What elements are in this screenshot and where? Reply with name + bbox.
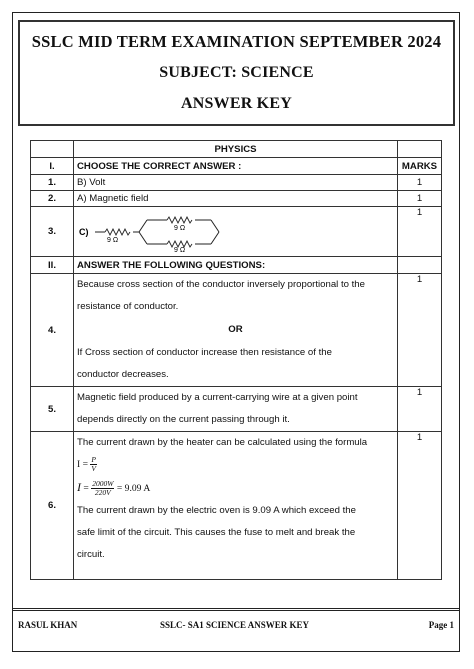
part-number: I. — [31, 158, 74, 175]
answer-line: conductor decreases. — [77, 369, 169, 380]
answer-text: B) Volt — [74, 175, 398, 191]
footer-title: SSLC- SA1 SCIENCE ANSWER KEY — [160, 620, 310, 630]
marks-value: 1 — [398, 432, 442, 580]
question-number: 3. — [31, 207, 74, 257]
resistor-label: 9 Ω — [107, 236, 119, 244]
subject-title: SUBJECT: SCIENCE — [159, 64, 314, 81]
answer-text — [74, 432, 398, 580]
marks-value: 1 — [398, 387, 442, 432]
question-number: 2. — [31, 191, 74, 207]
answer-table — [30, 140, 442, 580]
resistor-label: 9 Ω — [174, 246, 186, 252]
title-box — [18, 20, 455, 126]
answer-text — [74, 274, 398, 387]
resistor-label: 9 Ω — [174, 224, 186, 232]
option-label: C) — [79, 226, 89, 237]
marks-value: 1 — [398, 207, 442, 257]
or-separator: OR — [228, 324, 243, 335]
section-title: PHYSICS — [74, 141, 398, 158]
answer-line: The current drawn by the heater can be calculated using the formula — [77, 437, 368, 448]
resistor-top-icon — [167, 217, 192, 223]
marks-value: 1 — [398, 274, 442, 387]
part-number: II. — [31, 257, 74, 274]
formula: I = $\frac{P}{V}$ — [77, 455, 97, 474]
answer-line: Because cross section of the conductor inversely proportional to the — [77, 279, 365, 290]
question-number: 4. — [31, 274, 74, 387]
answer-key-title: ANSWER KEY — [181, 95, 292, 112]
footer-author: RASUL KHAN — [18, 620, 78, 630]
part-title: CHOOSE THE CORRECT ANSWER : — [74, 158, 398, 175]
answer-line: circuit. — [77, 549, 105, 560]
footer-divider — [12, 608, 460, 611]
question-number: 5. — [31, 387, 74, 432]
answer-text — [74, 387, 398, 432]
part-title: ANSWER THE FOLLOWING QUESTIONS: — [74, 257, 398, 274]
calculation-fraction: $\frac{2000W}{220V}$ — [92, 479, 114, 498]
answer-line: Magnetic field produced by a current-carrying wire at a given point — [77, 392, 358, 403]
marks-value: 1 — [398, 175, 442, 191]
question-number: 1. — [31, 175, 74, 191]
formula-fraction: $\frac{P}{V}$ — [91, 455, 97, 474]
answer-line: The current drawn by the electric oven is 9.09 A which exceed the — [77, 505, 356, 516]
exam-title: SSLC MID TERM EXAMINATION SEPTEMBER 2024 — [31, 32, 442, 51]
answer-line: If Cross section of conductor increase then resistance of the — [77, 347, 332, 358]
answer-line: safe limit of the circuit. This causes the fuse to melt and break the — [77, 527, 356, 538]
resistor-circuit-diagram — [77, 212, 257, 252]
answer-line: resistance of conductor. — [77, 301, 179, 312]
footer-page-number: Page 1 — [428, 620, 454, 630]
answer-text: A) Magnetic field — [74, 191, 398, 207]
circuit-answer-cell — [74, 207, 398, 257]
marks-value: 1 — [398, 191, 442, 207]
answer-line: depends directly on the current passing through it. — [77, 414, 290, 425]
calculation: I = $\frac{2000W}{220V}$ = 9.09 A — [77, 479, 151, 498]
marks-header: MARKS — [398, 158, 442, 175]
question-number: 6. — [31, 432, 74, 580]
resistor-left-icon — [105, 229, 130, 235]
